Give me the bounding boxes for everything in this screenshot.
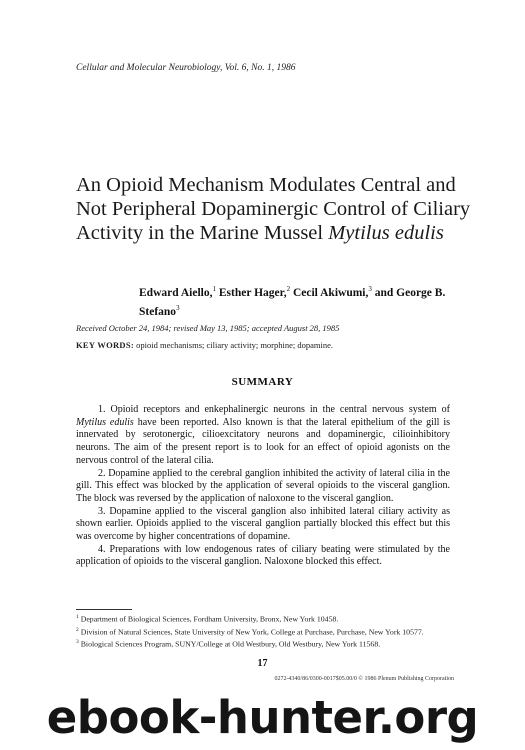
author-list (139, 282, 464, 320)
summary-paragraph-1 (76, 404, 450, 468)
article-title (76, 173, 476, 245)
footnote-marker: 2 (76, 626, 79, 633)
author-name: and George B. Stefano (139, 286, 446, 318)
footnotes (76, 612, 454, 650)
author-affiliation-marker: 2 (286, 285, 291, 293)
journal-citation: Cellular and Molecular Neurobiology, Vol. 6, No. 1, 1986 (76, 63, 296, 73)
received-dates: Received October 24, 1984; revised May 13, 1985; accepted August 28, 1985 (76, 323, 340, 333)
footnote (76, 637, 454, 650)
summary-text: have been reported. Also known is that the lateral epithelium of the gill is innervated by serotonergic, cilioexcitatory neurons and dopaminergic, cilioinhibitory neurons. The aim of the present report is to look for an effect of opioid agonists on the nervous control of the lateral cilia. (76, 416, 450, 466)
author-affiliation-marker: 3 (176, 303, 180, 312)
watermark-logo: ebook-hunter.org (46, 691, 479, 744)
summary-text: 1. Opioid receptors and enkephalinergic neurons in the central nervous system of (98, 404, 450, 415)
page-number: 17 (257, 658, 268, 669)
title-main: An Opioid Mechanism Modulates Central and Not Peripheral Dopaminergic Control of Ciliary Activity in the Marine Mussel (76, 174, 471, 244)
species-name: Mytilus edulis (76, 416, 134, 428)
author-affiliation-marker: 3 (368, 285, 372, 293)
summary-heading: SUMMARY (231, 376, 294, 388)
author-name: Esther Hager, (215, 286, 287, 299)
summary-paragraph-4: 4. Preparations with low endogenous rates of ciliary beating were stimulated by the application of opioids to the visceral ganglion. Naloxone blocked this effect. (76, 543, 450, 568)
copyright-line: 0272-4340/86/0300-0017$05.00/0 © 1986 Plenum Publishing Corporation (274, 676, 454, 682)
footnote-text: Department of Biological Sciences, Fordham University, Bronx, New York 10458. (78, 614, 339, 624)
author-name: Cecil Akiwumi, (290, 286, 369, 299)
keywords (76, 340, 333, 350)
summary-paragraph-3: 3. Dopamine applied to the visceral ganglion also inhibited lateral ciliary activity as shown earlier. Opioids applied to the visceral ganglion partially blocked this effect but this was overcome by higher concentrations of dopamine. (76, 505, 450, 543)
footnote-marker: 3 (76, 639, 79, 646)
footnote (76, 612, 454, 625)
summary-paragraph-2: 2. Dopamine applied to the cerebral ganglion inhibited the activity of lateral cilia in the gill. This effect was blocked by the application of several opioids to the visceral ganglion. The block was reversed by the application of naloxone to the visceral ganglion. (76, 467, 450, 504)
footnote-text: Division of Natural Sciences, State University of New York, College at Purchase, Purchase, New York 10577. (78, 627, 424, 637)
footnote (76, 625, 454, 638)
author-affiliation-marker: 1 (212, 285, 216, 293)
keywords-label: KEY WORDS: (76, 340, 135, 350)
footnote-divider (76, 609, 132, 610)
title-species: Mytilus edulis (328, 222, 444, 244)
footnote-marker: 1 (76, 614, 79, 620)
footnote-text: Biological Sciences Program, SUNY/College at Old Westbury, Old Westbury, New York 11568. (78, 639, 381, 649)
keywords-text: opioid mechanisms; ciliary activity; morphine; dopamine. (134, 340, 334, 350)
summary-body (76, 404, 450, 569)
author-name: Edward Aiello, (139, 286, 213, 299)
